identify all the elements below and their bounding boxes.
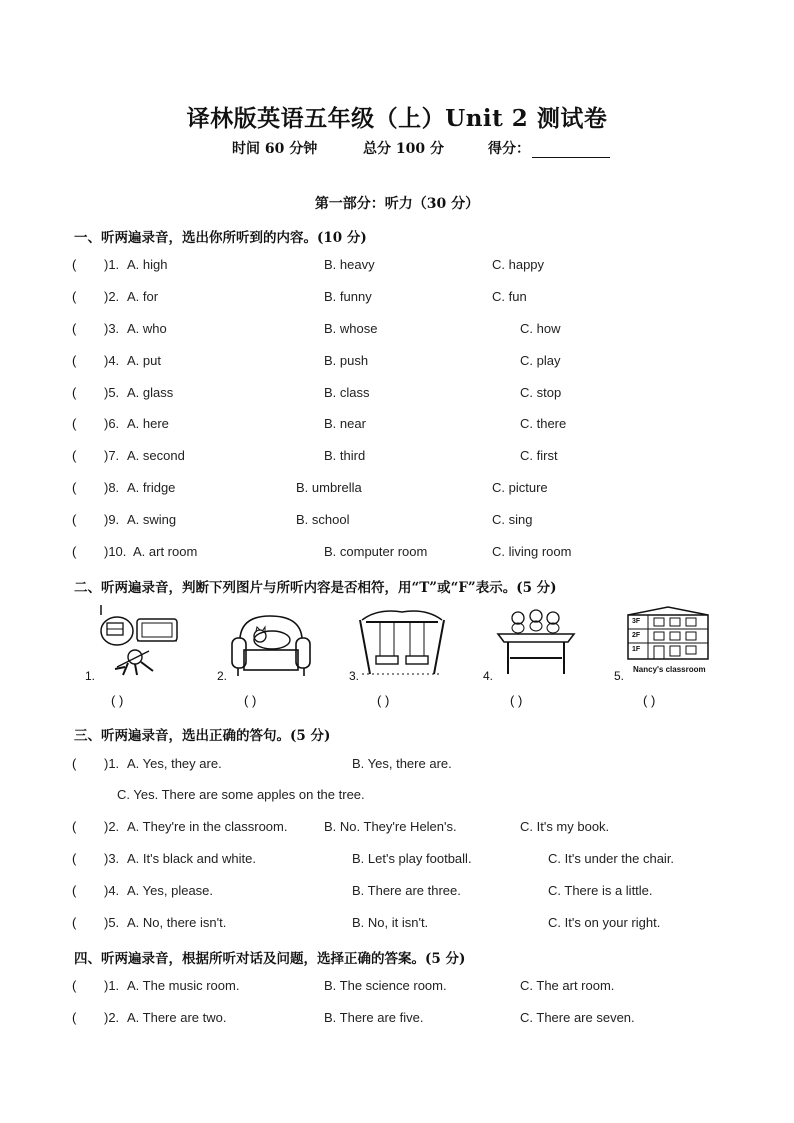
score-field[interactable] [488, 138, 610, 158]
option-a[interactable]: A. put [127, 353, 161, 368]
option-b[interactable]: B. The science room. [324, 978, 447, 993]
answer-bracket[interactable]: ( [72, 385, 77, 400]
page-title: 译林版英语五年级（上）Unit 2 测试卷 [186, 105, 608, 132]
floor-label-3f: 3F [632, 618, 641, 625]
table-bears-icon [496, 608, 576, 676]
section3-heading: 三、听两遍录音，选出正确的答句。(5 分) [74, 728, 331, 744]
option-a[interactable]: A. They're in the classroom. [127, 819, 288, 834]
option-a[interactable]: A. for [127, 289, 159, 304]
option-b[interactable]: B. push [324, 353, 369, 368]
sofa-cat-icon [230, 608, 312, 680]
picture-5-number: 5. [614, 669, 625, 683]
option-c[interactable]: C. how [520, 321, 561, 336]
answer-bracket[interactable]: ( [72, 512, 77, 527]
answer-bracket[interactable]: ( [72, 289, 77, 304]
picture-3-number: 3. [349, 669, 360, 683]
option-c[interactable]: C. happy [492, 257, 545, 272]
answer-bracket[interactable]: ( [72, 544, 77, 559]
option-c[interactable]: C. sing [492, 512, 533, 527]
option-a[interactable]: A. glass [127, 385, 174, 400]
picture-1-answer[interactable]: ( ) [111, 693, 124, 708]
option-b[interactable]: B. No, it isn't. [352, 915, 429, 930]
option-c[interactable]: C. There are seven. [520, 1010, 635, 1025]
picture-4-answer[interactable]: ( ) [510, 693, 523, 708]
picture-4-number: 4. [483, 669, 494, 683]
answer-bracket[interactable]: ( [72, 756, 77, 771]
option-c[interactable]: C. play [520, 353, 561, 368]
question-number: )1. [104, 978, 120, 993]
option-c[interactable]: C. There is a little. [548, 883, 653, 898]
answer-bracket[interactable]: ( [72, 883, 77, 898]
option-a[interactable]: A. There are two. [127, 1010, 227, 1025]
option-b[interactable]: B. Let's play football. [352, 851, 472, 866]
question-number: )9. [104, 512, 120, 527]
score-label: 得分： [488, 141, 530, 157]
option-a[interactable]: A. Yes, please. [127, 883, 214, 898]
question-number: )2. [104, 819, 120, 834]
question-number: )1. [104, 756, 120, 771]
option-b[interactable]: B. near [324, 416, 366, 431]
option-b[interactable]: B. class [324, 385, 370, 400]
option-c[interactable]: C. picture [492, 480, 548, 495]
option-a[interactable]: A. who [127, 321, 167, 336]
option-b[interactable]: B. school [296, 512, 350, 527]
option-b[interactable]: B. No. They're Helen's. [324, 819, 457, 834]
answer-bracket[interactable]: ( [72, 819, 77, 834]
answer-bracket[interactable]: ( [72, 480, 77, 495]
question-number: )4. [104, 353, 120, 368]
option-a[interactable]: A. high [127, 257, 168, 272]
option-c[interactable]: C. stop [520, 385, 562, 400]
total-score-label: 总分 100 分 [363, 141, 444, 157]
picture-5-answer[interactable]: ( ) [643, 693, 656, 708]
question-number: )6. [104, 416, 120, 431]
answer-bracket[interactable]: ( [72, 851, 77, 866]
question-number: )8. [104, 480, 120, 495]
option-a[interactable]: A. fridge [127, 480, 176, 495]
answer-bracket[interactable]: ( [72, 353, 77, 368]
option-b[interactable]: B. third [324, 448, 366, 463]
option-b[interactable]: B. heavy [324, 257, 375, 272]
picture-2-answer[interactable]: ( ) [244, 693, 257, 708]
section2-heading: 二、听两遍录音，判断下列图片与所听内容是否相符，用“T”或“F”表示。(5 分) [74, 580, 557, 596]
picture-2-number: 2. [217, 669, 228, 683]
question-number: )2. [104, 1010, 120, 1025]
question-number: )10. [104, 544, 127, 559]
question-number: )2. [104, 289, 120, 304]
answer-bracket[interactable]: ( [72, 448, 77, 463]
option-b[interactable]: B. whose [324, 321, 378, 336]
option-a[interactable]: A. No, there isn't. [127, 915, 227, 930]
option-a[interactable]: A. swing [127, 512, 177, 527]
option-c[interactable]: C. first [520, 448, 558, 463]
picture-3-answer[interactable]: ( ) [377, 693, 390, 708]
picture-1-number: 1. [85, 669, 96, 683]
swing-icon [358, 606, 446, 678]
score-blank[interactable] [532, 143, 610, 158]
answer-bracket[interactable]: ( [72, 978, 77, 993]
option-b[interactable]: B. computer room [324, 544, 428, 559]
question-number: )1. [104, 257, 120, 272]
option-b[interactable]: B. funny [324, 289, 372, 304]
option-b[interactable]: B. There are five. [324, 1010, 424, 1025]
option-a[interactable]: A. art room [133, 544, 198, 559]
option-c[interactable]: C. The art room. [520, 978, 615, 993]
option-b[interactable]: B. Yes, there are. [352, 756, 452, 771]
question-number: )5. [104, 385, 120, 400]
option-b[interactable]: B. umbrella [296, 480, 362, 495]
answer-bracket[interactable]: ( [72, 321, 77, 336]
option-c[interactable]: C. It's on your right. [548, 915, 661, 930]
option-b[interactable]: B. There are three. [352, 883, 461, 898]
tv-boy-icon [95, 605, 185, 677]
option-c[interactable]: C. Yes. There are some apples on the tree. [117, 787, 365, 802]
option-a[interactable]: A. second [127, 448, 185, 463]
answer-bracket[interactable]: ( [72, 416, 77, 431]
option-c[interactable]: C. there [520, 416, 567, 431]
part1-heading: 第一部分：听力（30 分） [314, 196, 480, 212]
option-c[interactable]: C. It's under the chair. [548, 851, 675, 866]
option-c[interactable]: C. living room [492, 544, 572, 559]
time-label: 时间 60 分钟 [232, 141, 318, 157]
section4-heading: 四、听两遍录音，根据所听对话及问题，选择正确的答案。(5 分) [74, 951, 466, 967]
option-a[interactable]: A. Yes, they are. [127, 756, 222, 771]
option-a[interactable]: A. The music room. [127, 978, 240, 993]
answer-bracket[interactable]: ( [72, 915, 77, 930]
picture-5-caption: Nancy's classroom [633, 665, 706, 674]
option-c[interactable]: C. It's my book. [520, 819, 610, 834]
floor-label-2f: 2F [632, 632, 641, 639]
question-number: )5. [104, 915, 120, 930]
option-c[interactable]: C. fun [492, 289, 527, 304]
question-number: )3. [104, 851, 120, 866]
answer-bracket[interactable]: ( [72, 1010, 77, 1025]
question-number: )4. [104, 883, 120, 898]
option-a[interactable]: A. It's black and white. [127, 851, 256, 866]
option-a[interactable]: A. here [127, 416, 169, 431]
question-number: )3. [104, 321, 120, 336]
floor-label-1f: 1F [632, 646, 641, 653]
question-number: )7. [104, 448, 120, 463]
answer-bracket[interactable]: ( [72, 257, 77, 272]
section1-heading: 一、听两遍录音，选出你所听到的内容。(10 分) [74, 230, 367, 246]
